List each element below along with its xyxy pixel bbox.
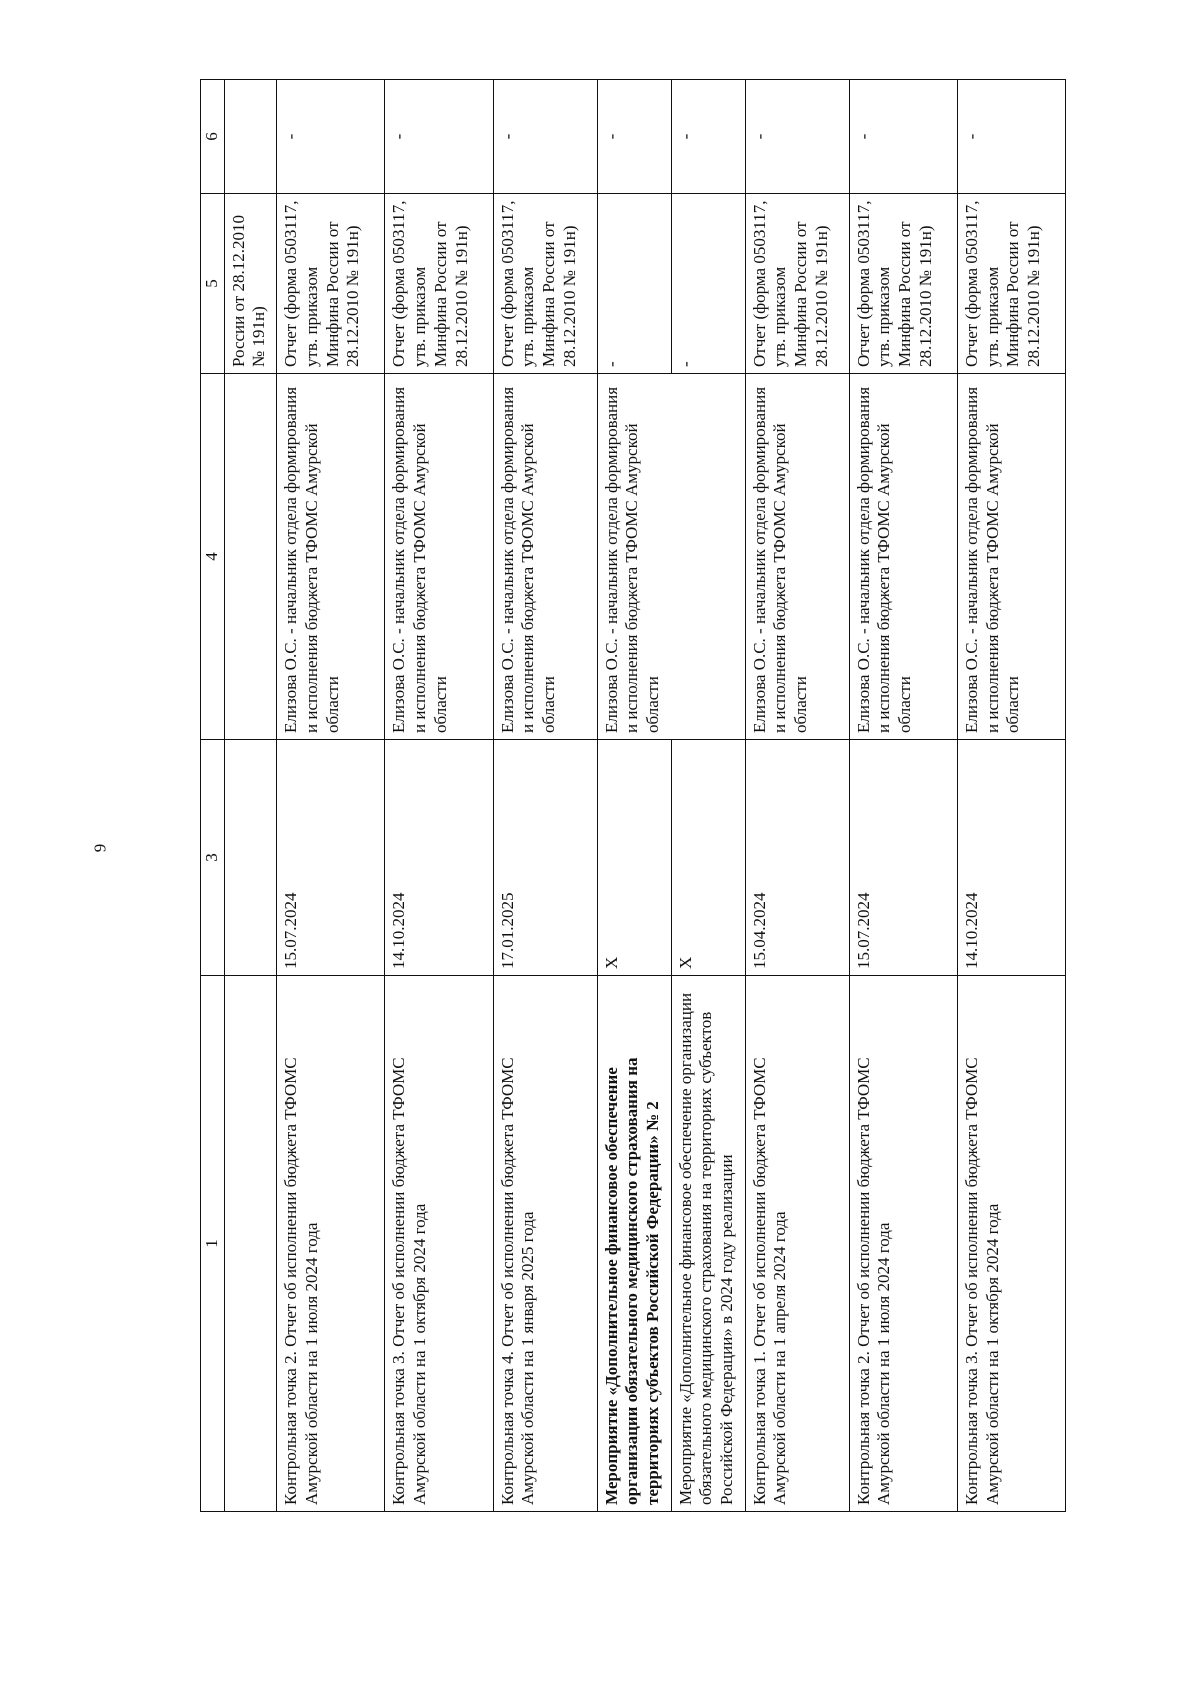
cell-col4: Елизова О.С. - начальник отдела формирования и исполнения бюджета ТФОМС Амурской области [957, 374, 1065, 740]
cell-col4: Елизова О.С. - начальник отдела формирования и исполнения бюджета ТФОМС Амурской области [385, 374, 493, 740]
cell-col3 [224, 740, 276, 976]
cell-col6: - [597, 80, 671, 194]
cell-col3: 15.07.2024 [277, 740, 385, 976]
cell-col6: - [671, 80, 745, 194]
rotated-table-sheet [200, 80, 1066, 1512]
header-col-3: 3 [201, 740, 225, 976]
cell-col5: Отчет (форма 0503117, утв. приказом Минфина России от 28.12.2010 № 191н) [745, 194, 849, 374]
table-row [745, 80, 849, 1512]
plan-table [200, 79, 1066, 1512]
cell-col5: - [671, 194, 745, 374]
cell-col5: Отчет (форма 0503117, утв. приказом Минфина России от 28.12.2010 № 191н) [385, 194, 493, 374]
header-col-5: 5 [201, 194, 225, 374]
cell-col1: Мероприятие «Дополнительное финансовое обеспечение организации обязательного медицинского страхования на территориях субъектов Российской Федерации» в 2024 году реализации [671, 976, 745, 1512]
table-row [671, 80, 745, 1512]
header-row [201, 80, 225, 1512]
cell-col4: Елизова О.С. - начальник отдела формирования и исполнения бюджета ТФОМС Амурской области [597, 374, 745, 740]
cell-col4 [224, 374, 276, 740]
cell-col1 [224, 976, 276, 1512]
cell-col1: Контрольная точка 2. Отчет об исполнении бюджета ТФОМС Амурской области на 1 июля 2024 года [277, 976, 385, 1512]
cell-col1: Контрольная точка 2. Отчет об исполнении бюджета ТФОМС Амурской области на 1 июля 2024 года [849, 976, 957, 1512]
cell-col3: X [671, 740, 745, 976]
cell-col3: X [597, 740, 671, 976]
cell-col3: 14.10.2024 [957, 740, 1065, 976]
cell-col1: Контрольная точка 3. Отчет об исполнении бюджета ТФОМС Амурской области на 1 октября 2024 года [957, 976, 1065, 1512]
cell-col5: Отчет (форма 0503117, утв. приказом Минфина России от 28.12.2010 № 191н) [277, 194, 385, 374]
table-row [277, 80, 385, 1512]
continuation-row [224, 80, 276, 1512]
cell-col5: России от 28.12.2010 № 191н) [224, 194, 276, 374]
cell-col1: Контрольная точка 4. Отчет об исполнении бюджета ТФОМС Амурской области на 1 января 2025 года [493, 976, 597, 1512]
header-col-6: 6 [201, 80, 225, 194]
cell-col4: Елизова О.С. - начальник отдела формирования и исполнения бюджета ТФОМС Амурской области [745, 374, 849, 740]
cell-col6: - [385, 80, 493, 194]
header-col-4: 4 [201, 374, 225, 740]
cell-col5: Отчет (форма 0503117, утв. приказом Минфина России от 28.12.2010 № 191н) [849, 194, 957, 374]
table-row [493, 80, 597, 1512]
cell-col3: 14.10.2024 [385, 740, 493, 976]
table-row [849, 80, 957, 1512]
cell-col4: Елизова О.С. - начальник отдела формирования и исполнения бюджета ТФОМС Амурской области [277, 374, 385, 740]
table-row [597, 80, 671, 1512]
cell-col5: Отчет (форма 0503117, утв. приказом Минфина России от 28.12.2010 № 191н) [493, 194, 597, 374]
cell-col1: Мероприятие «Дополнительное финансовое обеспечение организации обязательного медицинского страхования на территориях субъектов Российской Федерации» № 2 [597, 976, 671, 1512]
cell-col6: - [745, 80, 849, 194]
cell-col5: - [597, 194, 671, 374]
header-col-1: 1 [201, 976, 225, 1512]
cell-col5: Отчет (форма 0503117, утв. приказом Минфина России от 28.12.2010 № 191н) [957, 194, 1065, 374]
cell-col6: - [493, 80, 597, 194]
cell-col4: Елизова О.С. - начальник отдела формирования и исполнения бюджета ТФОМС Амурской области [493, 374, 597, 740]
cell-col3: 15.04.2024 [745, 740, 849, 976]
page-number: 9 [90, 843, 110, 853]
cell-col6: - [277, 80, 385, 194]
table-row [385, 80, 493, 1512]
cell-col4: Елизова О.С. - начальник отдела формирования и исполнения бюджета ТФОМС Амурской области [849, 374, 957, 740]
cell-col6: - [957, 80, 1065, 194]
cell-col6 [224, 80, 276, 194]
cell-col1: Контрольная точка 3. Отчет об исполнении бюджета ТФОМС Амурской области на 1 октября 2024 года [385, 976, 493, 1512]
cell-col6: - [849, 80, 957, 194]
table-row [957, 80, 1065, 1512]
cell-col1: Контрольная точка 1. Отчет об исполнении бюджета ТФОМС Амурской области на 1 апреля 2024 года [745, 976, 849, 1512]
cell-col3: 15.07.2024 [849, 740, 957, 976]
cell-col3: 17.01.2025 [493, 740, 597, 976]
